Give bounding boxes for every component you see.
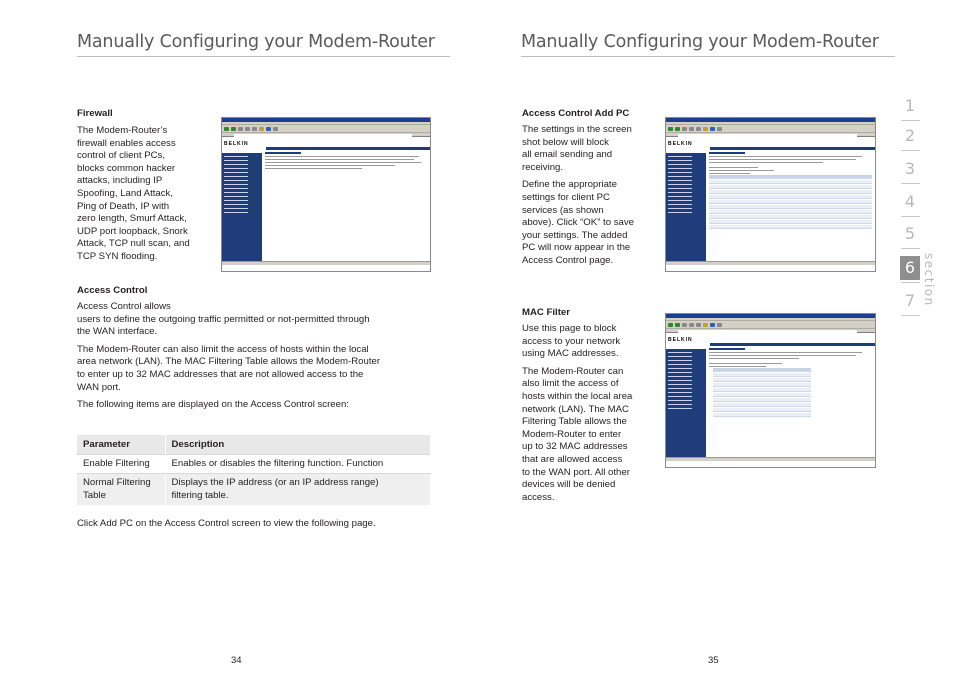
text-line: using MAC addresses. <box>522 348 619 360</box>
section-4-tab: 4 <box>904 192 916 211</box>
text-line: WAN port. <box>77 381 121 393</box>
text-line: PC will now appear in the <box>522 242 631 254</box>
router-main-panel <box>265 151 427 265</box>
text-line: users to define the outgoing traffic permitted or not-permitted through <box>77 313 370 325</box>
left-header-rule <box>77 56 450 57</box>
footer-instruction: Click Add PC on the Access Control screen to view the following page. <box>77 518 376 529</box>
browser-statusbar <box>666 261 875 265</box>
parameter-table <box>77 435 431 505</box>
text-line: Use this page to block <box>522 323 617 334</box>
table-row <box>77 455 431 474</box>
access-control-add-pc-screenshot <box>665 117 876 272</box>
router-sidebar <box>666 153 706 265</box>
left-page-title: Manually Configuring your Modem-Router <box>77 32 435 52</box>
cell-line: Normal Filtering <box>83 477 151 489</box>
router-nav-bar <box>710 147 875 150</box>
text-line: Filtering Table allows the <box>522 416 627 428</box>
text-line: Define the appropriate <box>522 179 617 191</box>
cell-line: Enables or disables the filtering function. Function <box>171 458 384 469</box>
access-control-paragraph: The following items are displayed on the Access Control screen: <box>77 399 349 411</box>
firewall-screenshot <box>221 117 431 272</box>
text-line: up to 32 MAC addresses <box>522 441 628 453</box>
table-cell-description <box>165 474 431 505</box>
text-line: the WAN interface. <box>77 326 158 338</box>
router-sidebar <box>222 153 262 265</box>
firewall-text <box>77 125 217 264</box>
text-line: receiving. <box>522 161 564 173</box>
text-line: access to your network <box>522 335 621 347</box>
text-line: settings for client PC <box>522 191 610 203</box>
text-line: services (as shown <box>522 204 604 216</box>
table-header-cell: Parameter <box>77 435 165 455</box>
table-row <box>77 474 431 505</box>
mac-filter-paragraph <box>522 366 662 505</box>
add-pc-paragraph <box>522 124 662 174</box>
add-pc-text <box>522 124 662 273</box>
text-line: area network (LAN). The MAC Filtering Table allows the Modem-Router <box>77 356 381 368</box>
browser-toolbar <box>222 125 430 132</box>
text-line: to enter up to 32 MAC addresses that are not allowed access to the <box>77 368 364 380</box>
section-label: section <box>922 253 936 307</box>
firewall-line: TCP SYN flooding. <box>77 250 158 262</box>
text-line: The settings in the screen <box>522 124 632 135</box>
add-pc-paragraph <box>522 179 662 267</box>
firewall-line: Ping of Death, IP with <box>77 200 170 212</box>
section-divider <box>901 282 920 283</box>
firewall-line: firewall enables access <box>77 137 176 149</box>
router-main-panel <box>709 347 872 461</box>
cell-line: Enable Filtering <box>83 458 150 469</box>
text-line: all email sending and <box>522 149 613 161</box>
mac-filter-screenshot <box>665 313 876 468</box>
firewall-heading: Firewall <box>77 108 113 119</box>
firewall-line: The Modem-Router’s <box>77 125 168 136</box>
table-cell-parameter <box>77 455 165 474</box>
section-3-tab: 3 <box>904 159 916 178</box>
belkin-logo: BELKIN <box>668 337 693 343</box>
section-divider <box>901 315 920 316</box>
text-line: your settings. The added <box>522 229 628 241</box>
text-line: Modem-Router to enter <box>522 428 622 440</box>
table-cell-description <box>165 455 431 474</box>
text-line: network (LAN). The MAC <box>522 403 629 415</box>
cell-line: Displays the IP address (or an IP address range) <box>171 477 379 489</box>
left-page-header <box>77 32 435 52</box>
section-1-tab: 1 <box>904 96 916 115</box>
access-control-heading: Access Control <box>77 285 148 296</box>
right-header-rule <box>521 56 895 57</box>
access-control-paragraph <box>77 344 437 394</box>
text-line: shot below will block <box>522 136 609 148</box>
section-6-tab-active: 6 <box>900 256 920 280</box>
browser-statusbar <box>666 457 875 461</box>
text-line: The Modem-Router can also limit the access of hosts within the local <box>77 343 369 355</box>
table-header-row <box>77 435 431 455</box>
access-control-paragraph <box>77 301 437 339</box>
text-line: devices will be denied <box>522 479 616 491</box>
firewall-line: zero length, Smurf Attack, <box>77 213 187 225</box>
access-control-text <box>77 301 437 417</box>
firewall-line: attacks, including IP <box>77 175 163 187</box>
belkin-logo: BELKIN <box>668 141 693 147</box>
router-nav-bar <box>710 343 875 346</box>
firewall-line: control of client PCs, <box>77 150 165 162</box>
text-line: Access Control page. <box>522 254 614 266</box>
section-5-tab: 5 <box>904 224 916 243</box>
firewall-line: Attack, TCP null scan, and <box>77 238 190 250</box>
router-nav-bar <box>266 147 430 150</box>
right-page-header <box>521 32 879 52</box>
browser-toolbar <box>666 321 875 328</box>
firewall-line: Spoofing, Land Attack, <box>77 187 174 199</box>
text-line: to the WAN port. All other <box>522 466 630 478</box>
text-line: hosts within the local area <box>522 390 633 402</box>
section-divider <box>901 150 920 151</box>
text-line: Access Control allows <box>77 301 171 312</box>
cell-line: Table <box>83 489 106 501</box>
browser-statusbar <box>222 261 430 265</box>
text-line: that are allowed access <box>522 453 623 465</box>
firewall-line: blocks common hacker <box>77 162 176 174</box>
section-divider <box>901 120 920 121</box>
mac-filter-text <box>522 323 662 509</box>
firewall-line: UDP port loopback, Snork <box>77 225 188 237</box>
left-page-number: 34 <box>231 655 242 666</box>
right-page-title: Manually Configuring your Modem-Router <box>521 32 879 52</box>
section-divider <box>901 248 920 249</box>
section-7-tab: 7 <box>904 291 916 310</box>
table-cell-parameter <box>77 474 165 505</box>
router-sidebar <box>666 349 706 461</box>
router-main-panel <box>709 151 872 265</box>
text-line: also limit the access of <box>522 378 619 390</box>
right-page-number: 35 <box>708 655 719 666</box>
text-line: The Modem-Router can <box>522 365 624 377</box>
browser-toolbar <box>666 125 875 132</box>
belkin-logo: BELKIN <box>224 141 249 147</box>
text-line: access. <box>522 491 555 503</box>
cell-line: filtering table. <box>171 489 229 501</box>
add-pc-heading: Access Control Add PC <box>522 108 630 119</box>
section-2-tab: 2 <box>904 126 916 145</box>
text-line: above). Click “OK” to save <box>522 217 634 229</box>
mac-filter-paragraph <box>522 323 662 361</box>
mac-filter-heading: MAC Filter <box>522 307 570 318</box>
section-divider <box>901 183 920 184</box>
table-header-cell: Description <box>165 435 431 455</box>
section-divider <box>901 216 920 217</box>
